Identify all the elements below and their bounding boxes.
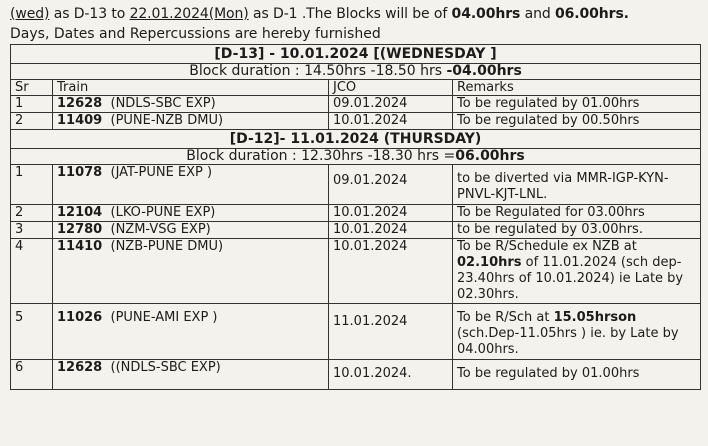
column-header-sr: Sr — [11, 80, 53, 96]
column-header-remarks: Remarks — [453, 80, 701, 96]
table-row — [11, 222, 701, 239]
section-duration — [11, 149, 701, 165]
table-row — [11, 165, 701, 205]
row-remarks: to be diverted via MMR-IGP-KYN-PNVL-KJT-LNL. — [453, 165, 701, 205]
train-name: (NDLS-SBC EXP) — [110, 96, 216, 111]
section-duration — [11, 64, 701, 80]
row-remarks: To be regulated by 00.50hrs — [453, 113, 701, 130]
row-jco: 10.01.2024 — [329, 113, 453, 130]
row-sr: 2 — [11, 205, 53, 222]
intro-line-2: Days, Dates and Repercussions are hereby furnished — [10, 26, 381, 42]
row-sr: 5 — [11, 304, 53, 360]
row-remarks: to be regulated by 03.00hrs. — [453, 222, 701, 239]
remarks-time: 15.05hrson — [553, 310, 637, 325]
intro-and: and — [520, 6, 555, 22]
row-train — [53, 360, 329, 390]
row-jco: 09.01.2024 — [329, 96, 453, 113]
table-row — [11, 360, 701, 390]
intro-text-a: as D-13 to — [49, 6, 130, 22]
row-remarks — [453, 239, 701, 304]
row-train — [53, 222, 329, 239]
train-name: (NZB-PUNE DMU) — [110, 239, 224, 254]
row-jco: 10.01.2024 — [329, 222, 453, 239]
train-number: 11026 — [57, 310, 103, 325]
remarks-text-a: To be R/Schedule ex NZB at — [457, 239, 637, 254]
train-number: 11078 — [57, 165, 103, 180]
train-number: 12628 — [57, 96, 103, 111]
table-row — [11, 304, 701, 360]
row-jco: 10.01.2024 — [329, 239, 453, 304]
duration-text: Block duration : 14.50hrs -18.50 hrs — [189, 63, 447, 79]
row-remarks: To be regulated by 01.00hrs — [453, 96, 701, 113]
table-row — [11, 96, 701, 113]
remarks-text-a: To be R/Sch at — [457, 310, 554, 325]
row-sr: 1 — [11, 165, 53, 205]
row-sr: 3 — [11, 222, 53, 239]
row-train — [53, 113, 329, 130]
row-sr: 1 — [11, 96, 53, 113]
section-duration-row — [11, 64, 701, 80]
row-remarks: To be Regulated for 03.00hrs — [453, 205, 701, 222]
column-header-row — [11, 80, 701, 96]
train-name: (PUNE-AMI EXP ) — [110, 310, 218, 325]
row-train — [53, 304, 329, 360]
intro-day: (wed) — [10, 6, 50, 22]
train-name: (NZM-VSG EXP) — [110, 222, 211, 237]
train-name: (JAT-PUNE EXP ) — [110, 165, 213, 180]
remarks-time: 02.10hrs — [457, 255, 522, 270]
section-title: [D-13] - 10.01.2024 [(WEDNESDAY ] — [11, 45, 701, 64]
intro-text-b: as D-1 .The Blocks will be of — [248, 6, 452, 22]
section-title-row — [11, 45, 701, 64]
row-sr: 6 — [11, 360, 53, 390]
section-title: [D-12]- 11.01.2024 (THURSDAY) — [11, 130, 701, 149]
train-name: (LKO-PUNE EXP) — [110, 205, 216, 220]
row-remarks — [453, 304, 701, 360]
train-number: 11409 — [57, 113, 103, 128]
row-jco: 10.01.2024 — [329, 205, 453, 222]
table-row — [11, 113, 701, 130]
row-jco: 09.01.2024 — [329, 165, 453, 205]
intro-hours-1: 04.00hrs — [451, 6, 521, 22]
row-train — [53, 96, 329, 113]
duration-total: 06.00hrs — [455, 148, 525, 164]
table-row — [11, 239, 701, 304]
column-header-jco: JCO — [329, 80, 453, 96]
train-name: ((NDLS-SBC EXP) — [110, 360, 221, 375]
row-sr: 4 — [11, 239, 53, 304]
intro-hours-2: 06.00hrs. — [554, 6, 629, 22]
row-sr: 2 — [11, 113, 53, 130]
train-name: (PUNE-NZB DMU) — [110, 113, 224, 128]
table-row — [11, 205, 701, 222]
section-duration-row — [11, 149, 701, 165]
row-jco: 11.01.2024 — [329, 304, 453, 360]
intro-end-date: 22.01.2024(Mon) — [129, 6, 249, 22]
row-train — [53, 165, 329, 205]
remarks-text-b: of 11.01.2024 (sch dep-23.40hrs of 10.01.2024) ie Late by 02.30hrs. — [457, 255, 684, 302]
block-schedule-table — [10, 44, 701, 390]
duration-total: -04.00hrs — [446, 63, 522, 79]
duration-text: Block duration : 12.30hrs -18.30 hrs = — [186, 148, 456, 164]
train-number: 12780 — [57, 222, 103, 237]
row-train — [53, 205, 329, 222]
train-number: 11410 — [57, 239, 103, 254]
row-jco: 10.01.2024. — [329, 360, 453, 390]
remarks-text-b: (sch.Dep-11.05hrs ) ie. by Late by 04.00hrs. — [457, 326, 679, 357]
section-title-row — [11, 130, 701, 149]
intro-line-1 — [10, 6, 629, 22]
row-remarks: To be regulated by 01.00hrs — [453, 360, 701, 390]
row-train — [53, 239, 329, 304]
column-header-train: Train — [53, 80, 329, 96]
train-number: 12104 — [57, 205, 103, 220]
train-number: 12628 — [57, 360, 103, 375]
